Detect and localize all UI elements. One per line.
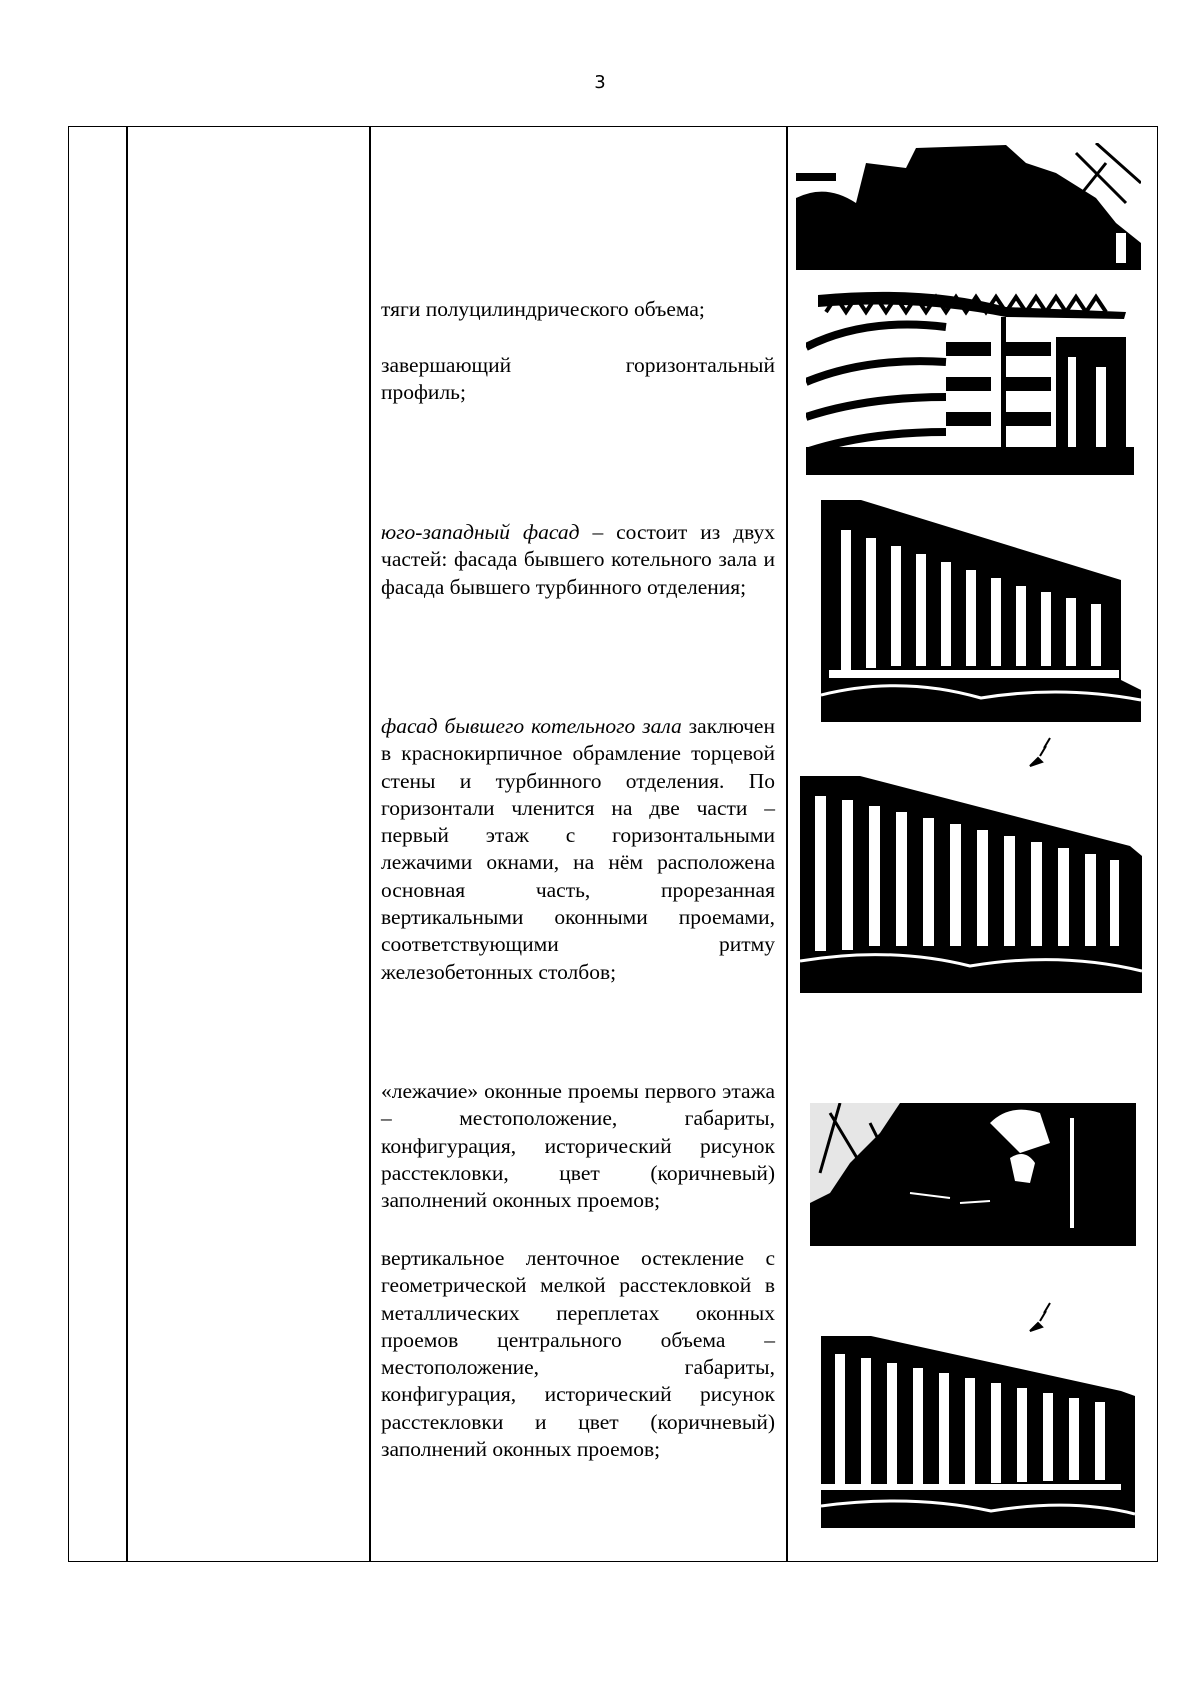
- paragraph-vertical-glazing: вертикальное ленточное остекление с геометрической мелкой расстекловкой в металлических переплетах оконных проемов центрального объема – местоположение, габариты, конфигурация, исторический рисунок расстекловки и цвет (коричневый) заполнений оконных проемов;: [381, 1246, 775, 1462]
- text-southwest-facade: – состоит из двух частей: фасада бывшего котельного зала и фасада бывшего турбинного отделения;: [381, 520, 775, 599]
- term-southwest-facade: юго-западный фасад: [381, 520, 580, 544]
- photo-spot-mark-1: [1028, 736, 1052, 772]
- paragraph-lying-windows: «лежачие» оконные проемы первого этажа – местоположение, габариты, конфигурация, исторический рисунок расстекловки, цвет (коричневый) заполнений оконных проемов;: [381, 1079, 775, 1213]
- column-divider-3: [786, 127, 788, 1561]
- word-profile: профиль;: [381, 380, 466, 405]
- word-completing: завершающий: [381, 353, 512, 377]
- photo-vertical-glazing: [821, 1336, 1135, 1528]
- photo-semicylinder: [806, 287, 1134, 475]
- photo-boiler-hall-facade: [800, 776, 1142, 993]
- paragraph-top-profile: [381, 352, 775, 407]
- photo-parapet: [796, 143, 1141, 270]
- paragraph-southwest-facade: [381, 519, 775, 601]
- column-divider-1: [126, 127, 128, 1561]
- word-horizontal: горизонтальный: [625, 353, 775, 377]
- term-boiler-hall-facade: фасад бывшего котельного зала: [381, 714, 682, 738]
- paragraph-semicylinder-rods: тяги полуцилиндрического объема;: [381, 297, 705, 321]
- photo-spot-mark-2: [1028, 1301, 1052, 1337]
- page-number: 3: [594, 72, 606, 93]
- paragraph-boiler-hall-facade: [381, 713, 775, 986]
- column-divider-2: [369, 127, 371, 1561]
- text-boiler-hall-facade: заключен в краснокирпичное обрамление торцевой стены и турбинного отделения. По горизонтали членится на две части – первый этаж с горизонтальными лежачими окнами, на нём расположена основная часть, прорезанная вертикальными оконными проемами, соответствующими ритму железобетонных столбов;: [381, 714, 775, 984]
- photo-lying-windows: [810, 1103, 1136, 1246]
- photo-southwest-facade: [821, 500, 1141, 722]
